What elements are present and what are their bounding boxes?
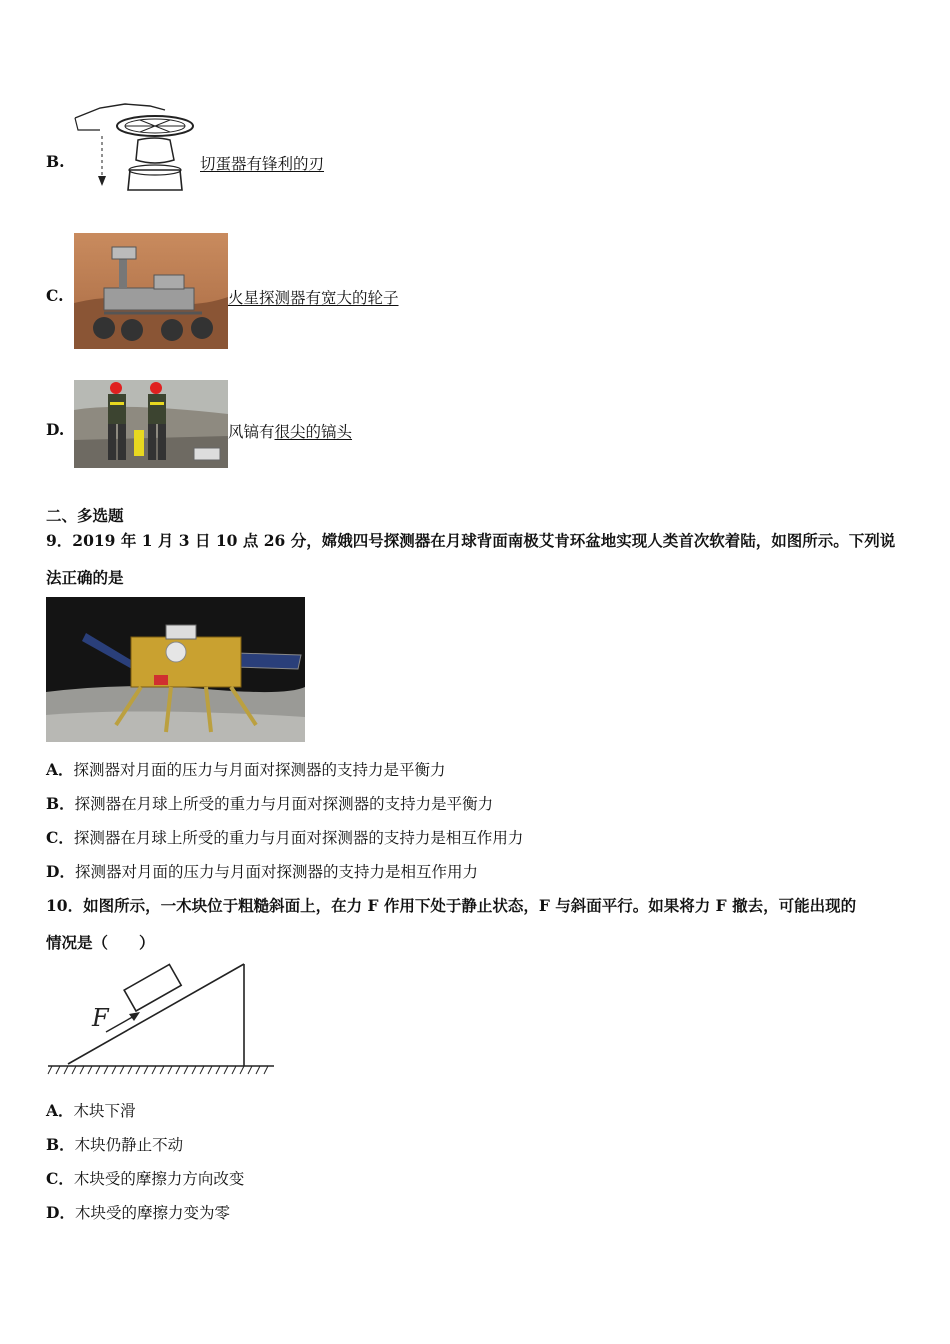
q8-option-b-letter: B. [46, 152, 65, 171]
q10-option-d: D．木块受的摩擦力变为零 [46, 1203, 230, 1222]
q10-option-b: B．木块仍静止不动 [46, 1135, 184, 1154]
incline-diagram [46, 960, 276, 1078]
q8-option-d-letter: D. [46, 420, 65, 439]
section-heading: 二、多选题 [46, 506, 124, 525]
q10-stem-line1: 10．如图所示，一木块位于粗糙斜面上，在力 F 作用下处于静止状态，F 与斜面平行。如果将力 F 撤去，可能出现的 [46, 896, 857, 915]
force-label: F [92, 1004, 109, 1032]
change4-lander-photo [46, 597, 305, 742]
q9-stem-line1: 9．2019 年 1 月 3 日 10 点 26 分，嫦娥四号探测器在月球背面南极艾肯环盆地实现人类首次软着陆，如图所示。下列说 [46, 531, 896, 550]
q9-option-b: B．探测器在月球上所受的重力与月面对探测器的支持力是平衡力 [46, 794, 494, 813]
q9-option-c: C．探测器在月球上所受的重力与月面对探测器的支持力是相互作用力 [46, 828, 524, 847]
q8-option-d-caption: 风镐有很尖的镐头 [228, 423, 353, 441]
q10-stem-line2: 情况是（ ） [46, 933, 155, 952]
q8-option-c-caption: 火星探测器有宽大的轮子 [228, 289, 399, 307]
q10-option-a: A．木块下滑 [46, 1101, 136, 1120]
q8-option-b-caption: 切蛋器有锋利的刃 [200, 155, 325, 173]
q9-stem-line2: 法正确的是 [46, 568, 124, 587]
pneumatic-pick-photo [74, 380, 228, 468]
q9-option-d: D．探测器对月面的压力与月面对探测器的支持力是相互作用力 [46, 862, 478, 881]
q8-option-c-letter: C. [46, 286, 64, 305]
q10-option-c: C．木块受的摩擦力方向改变 [46, 1169, 245, 1188]
mars-rover-photo [74, 233, 228, 349]
q9-option-a: A．探测器对月面的压力与月面对探测器的支持力是平衡力 [46, 760, 446, 779]
egg-slicer-illustration [70, 100, 195, 198]
